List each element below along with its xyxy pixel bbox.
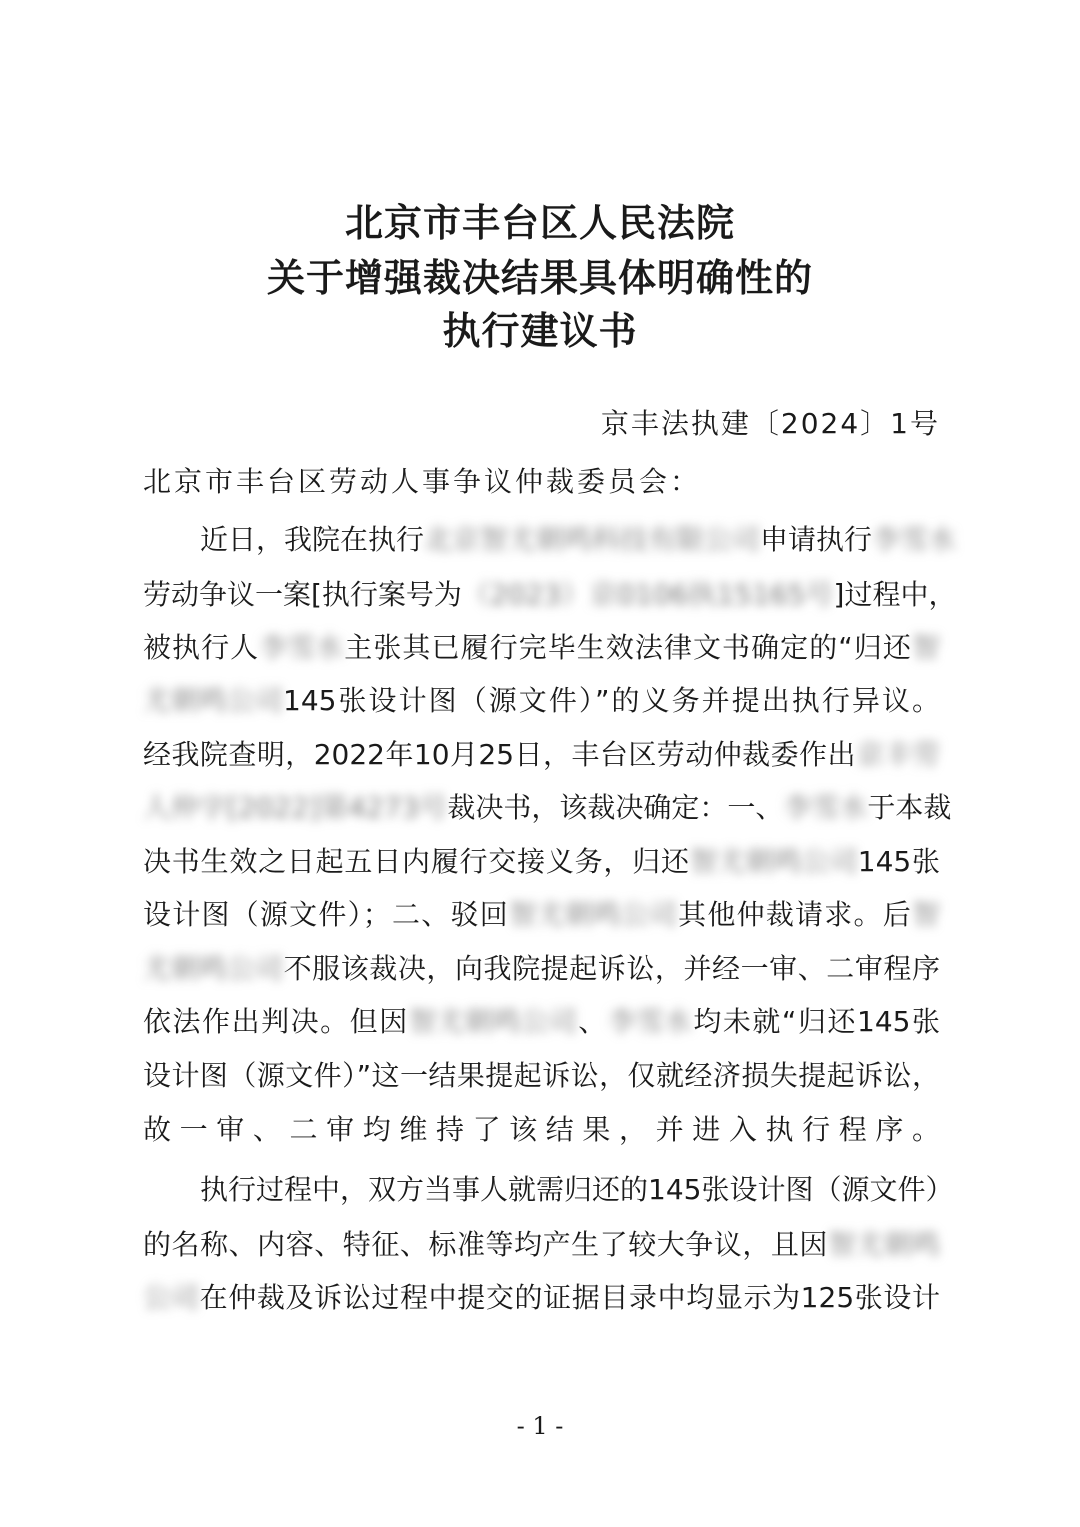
page-number: - 1 - <box>516 1412 564 1440</box>
redacted-text: 智尤朝鸣 <box>827 1228 940 1261</box>
body-line <box>143 786 952 826</box>
body-text-segment: 执行过程中，双方当事人就需归还的145张设计图（源文件） <box>200 1173 954 1206</box>
body-text-segment: 、 <box>576 1005 608 1038</box>
body-line <box>143 893 940 933</box>
body-text-segment: 不服该裁决，向我院提起诉讼，并经一审、二审程序 <box>283 952 940 985</box>
body-line <box>143 733 940 773</box>
body-line <box>143 626 940 666</box>
redacted-text: 京丰劳 <box>855 738 940 771</box>
body-text-segment: 故一审、二审均维持了该结果，并进入执行程序。 <box>143 1113 940 1146</box>
title-doc-type: 执行建议书 <box>442 308 638 353</box>
body-text-segment: 均未就“归还145张 <box>691 1005 940 1038</box>
body-text-segment: 其他仲裁请求。后 <box>676 898 912 931</box>
body-line <box>200 518 957 558</box>
body-text-segment: 近日，我院在执行 <box>200 523 425 556</box>
body-text-segment: 依法作出判决。但因 <box>143 1005 409 1038</box>
body-line <box>143 679 940 719</box>
body-text-segment: 劳动争议一案[执行案号为 <box>143 578 462 611</box>
document-number: 京丰法执建〔2024〕1号 <box>600 407 940 440</box>
redacted-text: 李雪水 <box>872 523 957 556</box>
redacted-text: 智 <box>911 631 940 664</box>
body-line <box>200 1168 954 1208</box>
recipient: 北京市丰台区劳动人事争议仲裁委员会： <box>143 465 702 498</box>
body-line <box>143 1054 940 1094</box>
body-line <box>143 947 940 987</box>
body-text-segment: 的名称、内容、特征、标准等均产生了较大争议，且因 <box>143 1228 828 1261</box>
body-text-segment: 设计图（源文件）”这一结果提起诉讼，仅就经济损失提起诉讼， <box>143 1059 940 1092</box>
body-line <box>143 573 957 613</box>
redacted-text: （2023）京0106执15165号 <box>461 578 834 611</box>
redacted-text: 北京智尤朝鸣科技有限公司 <box>424 523 761 556</box>
redacted-text: 公司 <box>143 1281 200 1314</box>
body-line <box>143 1108 940 1148</box>
body-text-segment: ]过程中， <box>833 578 957 611</box>
redacted-text: 李雪水 <box>783 791 868 824</box>
body-text-segment: 经我院查明，2022年10月25日，丰台区劳动仲裁委作出 <box>143 738 856 771</box>
body-text-segment: 主张其已履行完毕生效法律文书确定的“归还 <box>343 631 912 664</box>
body-line <box>143 1276 940 1316</box>
body-line <box>143 1000 940 1040</box>
redacted-text: 智 <box>911 898 940 931</box>
redacted-text: 人仲字[2022]第4273号 <box>143 791 448 824</box>
redacted-text: 尤朝鸣公司 <box>143 952 284 985</box>
body-line <box>143 1223 940 1263</box>
redacted-text: 智尤朝鸣公司 <box>408 1005 577 1038</box>
body-text-segment: 于本裁 <box>867 791 952 824</box>
body-text-segment: 145张 <box>857 845 940 878</box>
body-text-segment: 裁决书，该裁决确定：一、 <box>447 791 784 824</box>
body-text-segment: 被执行人 <box>143 631 260 664</box>
redacted-text: 尤朝鸣公司 <box>143 684 284 717</box>
body-line <box>143 840 940 880</box>
body-text-segment: 申请执行 <box>760 523 873 556</box>
redacted-text: 智尤朝鸣公司 <box>689 845 858 878</box>
redacted-text: 李雪水 <box>607 1005 692 1038</box>
body-text-segment: 设计图（源文件）；二、驳回 <box>143 898 509 931</box>
body-text-segment: 决书生效之日起五日内履行交接义务，归还 <box>143 845 690 878</box>
redacted-text: 智尤朝鸣公司 <box>508 898 677 931</box>
redacted-text: 李雪水 <box>259 631 344 664</box>
title-court-name: 北京市丰台区人民法院 <box>344 200 735 245</box>
body-text-segment: 在仲裁及诉讼过程中提交的证据目录中均显示为125张设计 <box>199 1281 940 1314</box>
body-text-segment: 145张设计图（源文件）”的义务并提出执行异议。 <box>283 684 940 717</box>
title-subject: 关于增强裁决结果具体明确性的 <box>266 255 813 300</box>
